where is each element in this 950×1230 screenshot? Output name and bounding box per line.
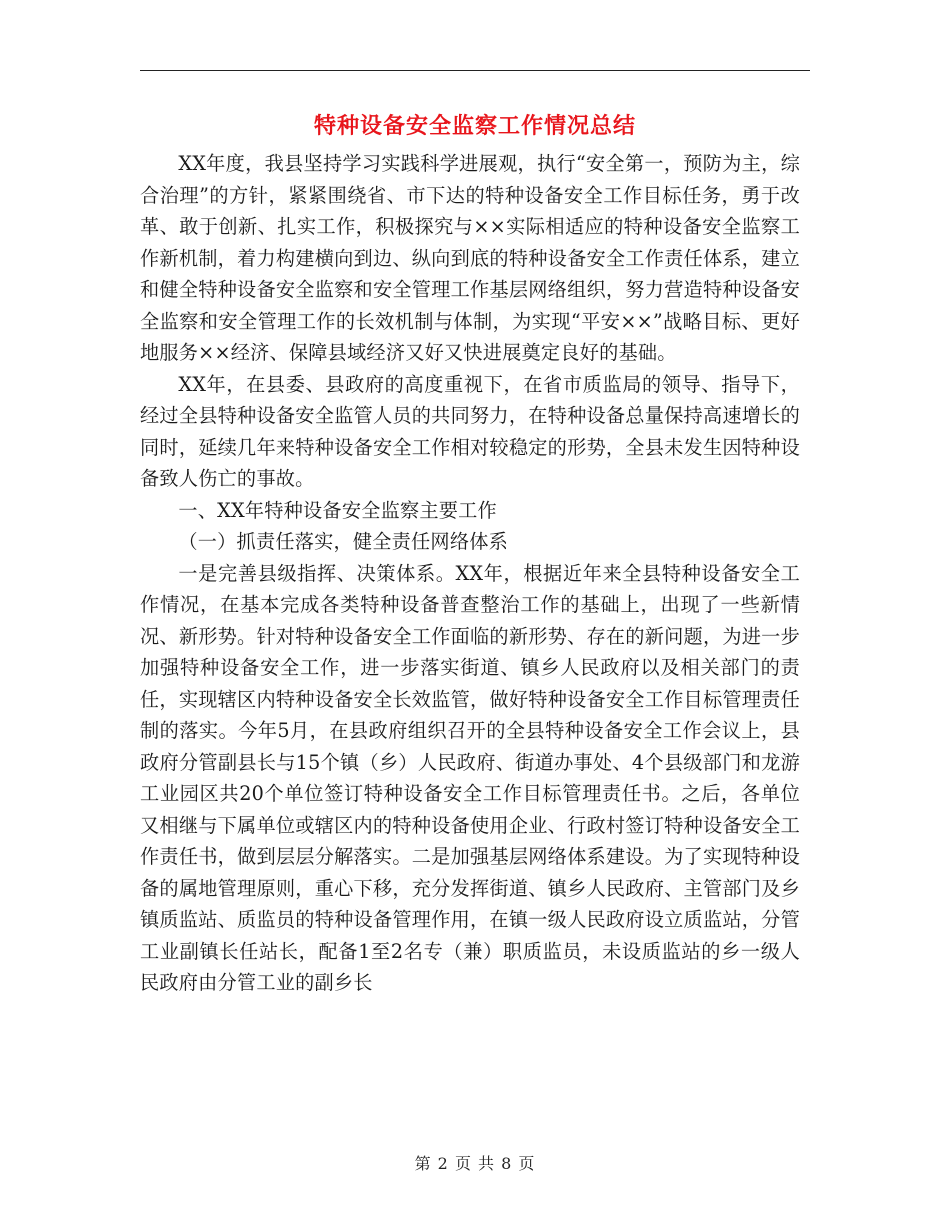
section-heading-1: 一、XX年特种设备安全监察主要工作 [178,498,497,522]
paragraph-intro: XX年度，我县坚持学习实践科学进展观，执行“安全第一，预防为主，综合治理”的方针，紧紧围绕省、市下达的特种设备安全工作目标任务，勇于改革、敢于创新、扎实工作，积极探究与××实际相适应的特种设备安全监察工作新机制，着力构建横向到边、纵向到底的特种设备安全工作责任体系，建立和健全特种设备安全监察和安全管理工作基层网络组织，努力营造特种设备安全监察和安全管理工作的长效机制与体制，为实现“平安××”战略目标、更好地服务××经济、保障县域经济又好又快进展奠定良好的基础。 [140,152,800,364]
document-title: 特种设备安全监察工作情况总结 [313,113,636,139]
paragraph-responsibility: 一是完善县级指挥、决策体系。XX年，根据近年来全县特种设备安全工作情况，在基本完成各类特种设备普查整治工作的基础上，出现了一些新情况、新形势。针对特种设备安全工作面临的新形势、存在的新问题，为进一步加强特种设备安全工作，进一步落实街道、镇乡人民政府以及相关部门的责任，实现辖区内特种设备安全长效监管，做好特种设备安全工作目标管理责任制的落实。今年5月，在县政府组织召开的全县特种设备安全工作会议上，县政府分管副县长与15个镇（乡）人民政府、街道办事处、4个县级部门和龙游工业园区共20个单位签订特种设备安全工作目标管理责任书。之后，各单位又相继与下属单位或辖区内的特种设备使用企业、行政村签订特种设备安全工作责任书，做到层层分解落实。二是加强基层网络体系建设。为了实现特种设备的属地管理原则，重心下移，充分发挥街道、镇乡人民政府、主管部门及乡镇质监站、质监员的特种设备管理作用，在镇一级人民政府设立质监站，分管工业副镇长任站长，配备1至2名专（兼）职质监员，未设质监站的乡一级人民政府由分管工业的副乡长 [140,561,800,994]
subsection-heading-1: （一）抓责任落实，健全责任网络体系 [178,530,508,553]
paragraph-summary: XX年，在县委、县政府的高度重视下，在省市质监局的领导、指导下，经过全县特种设备安全监管人员的共同努力，在特种设备总量保持高速增长的同时，延续几年来特种设备安全工作相对较稳定的形势，全县未发生因特种设备致人伤亡的事故。 [140,372,800,490]
page-number: 第 2 页 共 8 页 [414,1154,536,1173]
document-body [140,148,800,999]
header-rule [140,70,810,71]
